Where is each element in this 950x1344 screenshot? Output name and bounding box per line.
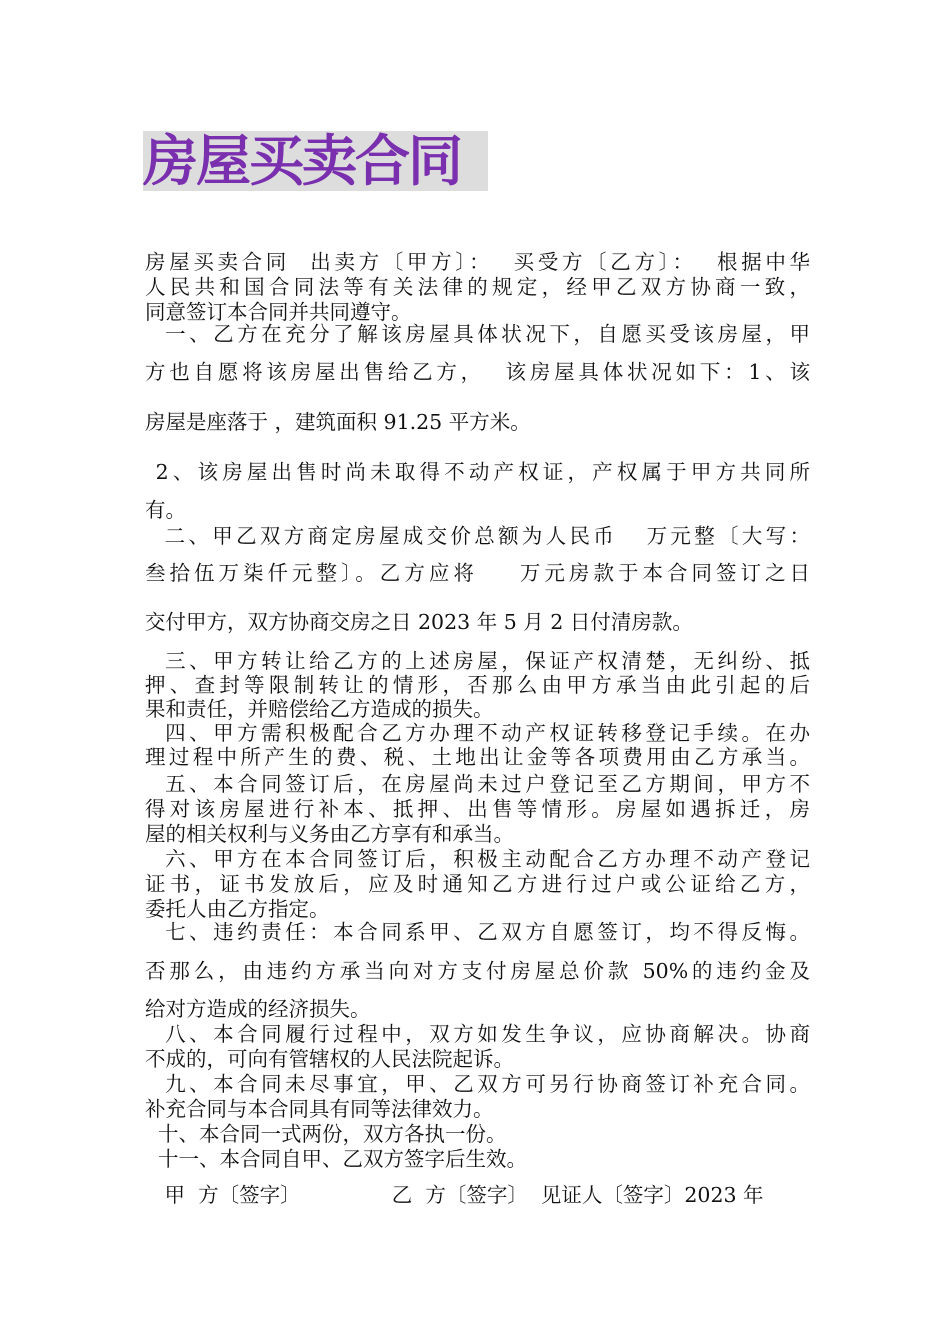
body-line-3: 同意签订本合同并共同遵守。 bbox=[145, 300, 412, 324]
body-line-29: 补充合同与本合同具有同等法律效力。 bbox=[145, 1097, 494, 1121]
body-line-15: 四、甲方需积极配合乙方办理不动产权证转移登记手续。在办 bbox=[145, 721, 810, 745]
body-line-12: 三、甲方转让给乙方的上述房屋，保证产权清楚，无纠纷、抵 bbox=[145, 649, 810, 673]
body-line-8: 有。 bbox=[145, 498, 186, 522]
body-line-24: 否那么，由违约方承当向对方支付房屋总价款 50%的违约金及 bbox=[145, 959, 810, 983]
body-line-7: 2、该房屋出售时尚未取得不动产权证，产权属于甲方共同所 bbox=[145, 460, 810, 484]
body-line-21: 证书，证书发放后，应及时通知乙方进行过户或公证给乙方， bbox=[145, 872, 810, 896]
body-line-22: 委托人由乙方指定。 bbox=[145, 897, 330, 921]
body-line-25: 给对方造成的经济损失。 bbox=[145, 997, 371, 1021]
body-line-30: 十、本合同一式两份，双方各执一份。 bbox=[145, 1122, 507, 1146]
body-line-5: 方也自愿将该房屋出售给乙方， 该房屋具体状况如下：1、该 bbox=[145, 360, 810, 384]
body-line-27: 不成的，可向有管辖权的人民法院起诉。 bbox=[145, 1047, 514, 1071]
body-line-18: 得对该房屋进行补本、抵押、出售等情形。房屋如遇拆迁，房 bbox=[145, 797, 810, 821]
body-line-14: 果和责任，并赔偿给乙方造成的损失。 bbox=[145, 697, 494, 721]
body-line-20: 六、甲方在本合同签订后，积极主动配合乙方办理不动产登记 bbox=[145, 847, 810, 871]
body-line-17: 五、本合同签订后，在房屋尚未过户登记至乙方期间，甲方不 bbox=[145, 772, 810, 796]
body-line-11: 交付甲方，双方协商交房之日 2023 年 5 月 2 日付清房款。 bbox=[145, 610, 693, 634]
body-line-6: 房屋是座落于 ，建筑面积 91.25 平方米。 bbox=[145, 410, 531, 434]
body-line-1: 房屋买卖合同 出卖方〔甲方〕： 买受方〔乙方〕： 根据中华 bbox=[145, 250, 810, 274]
body-line-16: 理过程中所产生的费、税、土地出让金等各项费用由乙方承当。 bbox=[145, 745, 810, 769]
body-line-2: 人民共和国合同法等有关法律的规定，经甲乙双方协商一致， bbox=[145, 275, 810, 299]
body-line-10: 叁拾伍万柒仟元整〕。乙方应将 万元房款于本合同签订之日 bbox=[145, 561, 810, 585]
signature-line: 甲 方〔签字〕 乙 方〔签字〕 见证人〔签字〕2023 年 bbox=[145, 1183, 764, 1207]
body-line-26: 八、本合同履行过程中，双方如发生争议，应协商解决。协商 bbox=[145, 1022, 810, 1046]
document-title: 房屋买卖合同 bbox=[143, 131, 488, 191]
body-line-28: 九、本合同未尽事宜，甲、乙双方可另行协商签订补充合同。 bbox=[145, 1072, 810, 1096]
body-line-23: 七、违约责任：本合同系甲、乙双方自愿签订，均不得反悔。 bbox=[145, 920, 810, 944]
body-line-19: 屋的相关权利与义务由乙方享有和承当。 bbox=[145, 822, 514, 846]
body-line-13: 押、查封等限制转让的情形，否那么由甲方承当由此引起的后 bbox=[145, 673, 810, 697]
body-line-31: 十一、本合同自甲、乙双方签字后生效。 bbox=[145, 1147, 528, 1171]
body-line-4: 一、乙方在充分了解该房屋具体状况下，自愿买受该房屋，甲 bbox=[145, 322, 810, 346]
body-line-9: 二、甲乙双方商定房屋成交价总额为人民币 万元整〔大写： bbox=[145, 524, 810, 548]
